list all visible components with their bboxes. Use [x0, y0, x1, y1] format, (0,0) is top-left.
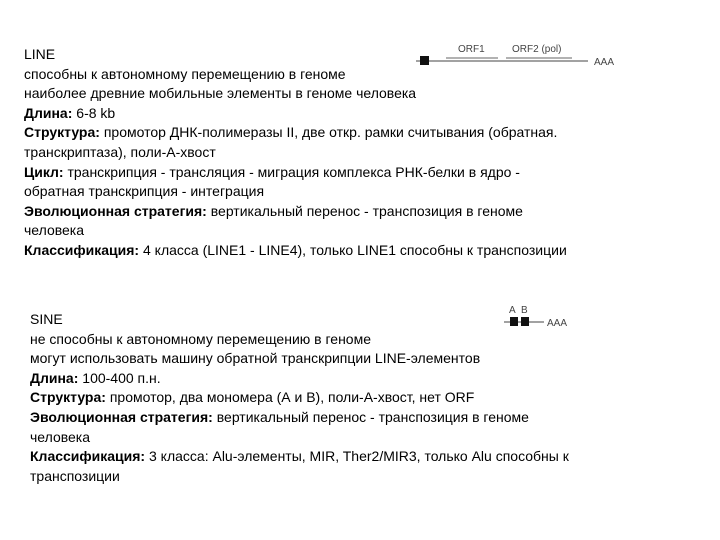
sine-evolution-value-1: вертикальный перенос - транспозиция в геноме [212, 408, 529, 425]
line-title: LINE [24, 46, 56, 62]
line-desc-2: наиболее древние мобильные элементы в геноме человека [24, 85, 417, 102]
line-cycle [24, 163, 664, 183]
line-class-label: Классификация: [24, 241, 140, 258]
sine-evolution-label: Эволюционная стратегия: [30, 408, 213, 425]
sine-class-value-1: 3 класса: Alu-элементы, MIR, Ther2/MIR3, только Alu способны к [145, 448, 569, 465]
line-evolution-value-1: вертикальный перенос - транспозиция в геноме [206, 202, 523, 219]
line-orf1-label: ORF1 [458, 44, 485, 55]
line-length-value: 6-8 kb [72, 104, 116, 121]
line-orf2-label: ORF2 (pol) [512, 44, 562, 55]
line-length [24, 104, 664, 124]
line-structure-cont: транскриптаза), поли-А-хвост [24, 143, 216, 160]
line-evolution-cont: человека [24, 222, 85, 239]
sine-polya-label: AAA [547, 318, 568, 329]
line-cycle-cont: обратная транскрипция - интеграция [24, 183, 265, 200]
line-cycle-label: Цикл: [24, 163, 64, 180]
sine-length-value: 100-400 п.н. [78, 369, 161, 386]
line-cycle-value-1: транскрипция - трансляция - миграция комплекса РНК-белки в ядро - [63, 163, 520, 180]
line-structure-value-1: промотор ДНК-полимеразы II, две откр. рамки считывания (обратная. [99, 124, 558, 141]
sine-title: SINE [30, 311, 63, 327]
sine-structure [30, 388, 670, 408]
sine-b-label: B [521, 305, 528, 316]
line-desc-1: способны к автономному перемещению в геноме [24, 65, 346, 82]
sine-evolution-cont: человека [30, 428, 91, 445]
sine-classification [30, 447, 670, 467]
line-evolution-label: Эволюционная стратегия: [24, 202, 207, 219]
sine-structure-label: Структура: [30, 389, 106, 406]
sine-desc-2: могут использовать машину обратной транскрипции LINE-элементов [30, 350, 481, 367]
sine-length [30, 369, 670, 389]
line-class-value: 4 класса (LINE1 - LINE4), только LINE1 способны к транспозиции [139, 241, 567, 258]
sine-a-label: A [509, 305, 516, 316]
sine-desc-1: не способны к автономному перемещению в геноме [30, 330, 372, 347]
line-section [24, 45, 664, 261]
sine-classification-cont: транспозиции [30, 467, 120, 484]
sine-section [30, 310, 670, 486]
line-structure [24, 123, 664, 143]
sine-length-label: Длина: [30, 369, 79, 386]
sine-structure-value: промотор, два мономера (А и В), поли-А-хвост, нет ORF [105, 389, 475, 406]
line-structure-label: Структура: [24, 124, 100, 141]
line-evolution [24, 202, 664, 222]
line-polya-label: AAA [594, 57, 615, 68]
sine-class-label: Классификация: [30, 448, 146, 465]
line-length-label: Длина: [24, 104, 73, 121]
line-classification [24, 241, 664, 261]
sine-evolution [30, 408, 670, 428]
